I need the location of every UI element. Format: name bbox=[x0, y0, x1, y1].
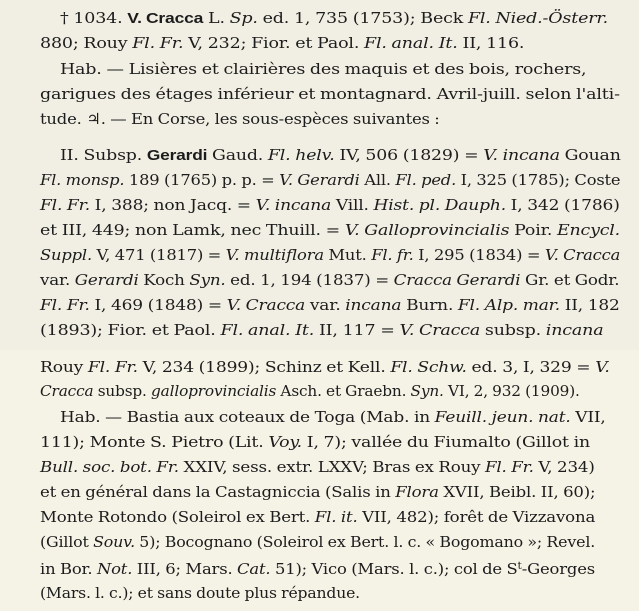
text-run: Poir. bbox=[509, 221, 557, 239]
text-run: I, 295 (1834) = bbox=[413, 246, 545, 264]
italic-reference: Syn. bbox=[410, 382, 444, 400]
text-run: -Georges bbox=[521, 560, 595, 578]
italic-reference: Fl. fr. bbox=[371, 246, 414, 264]
text-run: IV, 506 (1829) = bbox=[334, 146, 484, 164]
text-run: XXIV, sess. extr. LXXV; Bras ex Rouy bbox=[178, 458, 485, 476]
text-run: var. bbox=[40, 271, 75, 289]
italic-reference: Fl. Fr. bbox=[484, 458, 534, 476]
text-line bbox=[40, 482, 595, 502]
italic-reference: Cracca bbox=[40, 382, 94, 400]
text-line bbox=[40, 170, 620, 190]
text-run: II. Subsp. bbox=[60, 146, 147, 164]
text-run: et III, 449; non Lamk, nec Thuill. = bbox=[40, 221, 345, 239]
text-run: XVII, Beibl. II, 60); bbox=[438, 483, 596, 501]
italic-reference: Fl. Fr. bbox=[87, 358, 138, 376]
text-line bbox=[40, 557, 595, 579]
italic-reference: V. multiflora bbox=[225, 246, 324, 264]
text-line bbox=[40, 583, 360, 603]
italic-reference: Cat. bbox=[237, 560, 271, 578]
text-run: (Gillot bbox=[40, 533, 94, 551]
text-line bbox=[40, 532, 595, 552]
text-line bbox=[40, 84, 620, 104]
bold-term: V. Cracca bbox=[127, 10, 204, 27]
italic-reference: Fl. it. bbox=[314, 508, 358, 526]
italic-reference: Fl. Fr. bbox=[40, 196, 90, 214]
text-line bbox=[40, 33, 524, 53]
italic-reference: V. bbox=[595, 358, 610, 376]
italic-reference: incana bbox=[545, 321, 604, 339]
italic-reference: Not. bbox=[96, 560, 133, 578]
text-run: 880; Rouy bbox=[40, 34, 133, 52]
text-run: V, 232; Fior. et Paol. bbox=[183, 34, 365, 52]
italic-reference: V. Cracca bbox=[226, 296, 306, 314]
text-run: Mut. bbox=[323, 246, 372, 264]
text-run: I, 7); vallée du Fiumalto (Gillot in bbox=[302, 433, 590, 451]
italic-reference: V. Cracca bbox=[399, 321, 481, 339]
text-run: ed. 1, 735 (1753); Beck bbox=[257, 9, 468, 27]
italic-reference: Fl. anal. It. bbox=[220, 321, 315, 339]
italic-reference: Fl. ped. bbox=[395, 171, 457, 189]
text-run: I, 388; non Jacq. = bbox=[89, 196, 256, 214]
text-run: VII, bbox=[570, 408, 606, 426]
text-run: Hab. — Bastia aux coteaux de Toga (Mab. in bbox=[60, 408, 435, 426]
text-line bbox=[60, 145, 621, 166]
text-run: II, 116. bbox=[457, 34, 525, 52]
text-run: ed. 1, 194 (1837) = bbox=[225, 271, 394, 289]
text-line bbox=[60, 407, 606, 427]
text-line bbox=[40, 457, 595, 477]
text-run: Koch bbox=[138, 271, 190, 289]
text-run: 5); Bocognano (Soleirol ex Bert. l. c. « Bogomano »; Revel. bbox=[134, 533, 596, 551]
italic-reference: Suppl. bbox=[40, 246, 93, 264]
text-line bbox=[40, 295, 620, 315]
text-run: t bbox=[517, 561, 522, 572]
italic-reference: Fl. helv. bbox=[267, 146, 335, 164]
text-line bbox=[60, 59, 586, 79]
text-line bbox=[40, 245, 620, 265]
text-run: VII, 482); forêt de Vizzavona bbox=[357, 508, 596, 526]
text-run: Vill. bbox=[331, 196, 374, 214]
text-run: Gouan bbox=[559, 146, 621, 164]
italic-reference: Syn. bbox=[189, 271, 226, 289]
italic-reference: V. Galloprovincialis bbox=[344, 221, 510, 239]
italic-reference: incana bbox=[345, 296, 402, 314]
italic-reference: Voy. bbox=[268, 433, 303, 451]
text-run: tude. ♃. — En Corse, les sous-espèces suivantes : bbox=[40, 110, 440, 128]
italic-reference: Souv. bbox=[93, 533, 135, 551]
italic-reference: Fl. monsp. bbox=[40, 171, 125, 189]
italic-reference: Hist. pl. Dauph. bbox=[373, 196, 506, 214]
text-run: VI, 2, 932 (1909). bbox=[443, 382, 580, 400]
italic-reference: galloprovincialis bbox=[150, 382, 277, 400]
text-run: L. bbox=[203, 9, 230, 27]
text-run: I, 342 (1786) bbox=[505, 196, 620, 214]
text-line bbox=[40, 109, 440, 129]
text-run: II, 117 = bbox=[314, 321, 400, 339]
italic-reference: Gerardi bbox=[74, 271, 139, 289]
text-run: var. bbox=[305, 296, 346, 314]
text-line bbox=[40, 381, 580, 401]
text-line bbox=[40, 220, 620, 240]
text-run: III, 6; Mars. bbox=[132, 560, 238, 578]
italic-reference: Fl. Alp. mar. bbox=[457, 296, 561, 314]
text-run: ed. 3, I, 329 = bbox=[466, 358, 596, 376]
text-line bbox=[40, 432, 590, 452]
text-run: Asch. et Graebn. bbox=[276, 382, 411, 400]
italic-reference: Bull. soc. bot. Fr. bbox=[40, 458, 179, 476]
italic-reference: V. incana bbox=[483, 146, 560, 164]
text-run: V, 234 (1899); Schinz et Kell. bbox=[137, 358, 391, 376]
text-line bbox=[40, 270, 619, 290]
italic-reference: Cracca Gerardi bbox=[393, 271, 521, 289]
italic-reference: V. Cracca bbox=[544, 246, 621, 264]
text-run: 51); Vico (Mars. l. c.); col de S bbox=[270, 560, 518, 578]
text-run: 111); Monte S. Pietro (Lit. bbox=[40, 433, 269, 451]
text-run: subsp. bbox=[93, 382, 151, 400]
text-run: II, 182 bbox=[560, 296, 620, 314]
italic-reference: Feuill. jeun. nat. bbox=[434, 408, 571, 426]
text-line bbox=[40, 195, 620, 215]
text-run: (1893); Fior. et Paol. bbox=[40, 321, 221, 339]
italic-reference: Fl. anal. It. bbox=[364, 34, 458, 52]
text-run: subsp. bbox=[480, 321, 546, 339]
text-run: V, 234) bbox=[533, 458, 595, 476]
italic-reference: Fl. Schw. bbox=[390, 358, 467, 376]
text-line bbox=[40, 507, 595, 527]
text-run: I, 469 (1848) = bbox=[89, 296, 227, 314]
text-run: (Mars. l. c.); et sans doute plus répandue. bbox=[40, 584, 360, 602]
text-run: V, 471 (1817) = bbox=[92, 246, 226, 264]
italic-reference: V. incana bbox=[255, 196, 332, 214]
italic-reference: Fl. Nied.-Österr. bbox=[467, 9, 609, 27]
text-run: in Bor. bbox=[40, 560, 97, 578]
text-run: I, 325 (1785); Coste bbox=[456, 171, 621, 189]
text-run: † 1034. bbox=[60, 9, 128, 27]
bold-term: Gerardi bbox=[146, 147, 208, 164]
text-run: Burn. bbox=[401, 296, 458, 314]
text-run: et en général dans la Castagniccia (Salis in bbox=[40, 483, 396, 501]
italic-reference: Flora bbox=[395, 483, 439, 501]
text-run: 189 (1765) p. p. = bbox=[124, 171, 280, 189]
text-run: Gr. et Godr. bbox=[520, 271, 620, 289]
text-line bbox=[40, 320, 603, 340]
text-run: Rouy bbox=[40, 358, 88, 376]
italic-reference: Fl. Fr. bbox=[40, 296, 90, 314]
text-line bbox=[60, 8, 608, 29]
text-run: Hab. — Lisières et clairières des maquis et des bois, rochers, bbox=[60, 60, 587, 78]
italic-reference: Fl. Fr. bbox=[132, 34, 184, 52]
italic-reference: Encycl. bbox=[556, 221, 621, 239]
text-run: Monte Rotondo (Soleirol ex Bert. bbox=[40, 508, 315, 526]
text-run: All. bbox=[359, 171, 396, 189]
text-line bbox=[40, 357, 610, 377]
italic-reference: Sp. bbox=[229, 9, 258, 27]
text-run: garigues des étages inférieur et montagnard. Avril-juill. selon l'alti- bbox=[40, 85, 620, 103]
text-run: Gaud. bbox=[207, 146, 268, 164]
italic-reference: V. Gerardi bbox=[279, 171, 360, 189]
